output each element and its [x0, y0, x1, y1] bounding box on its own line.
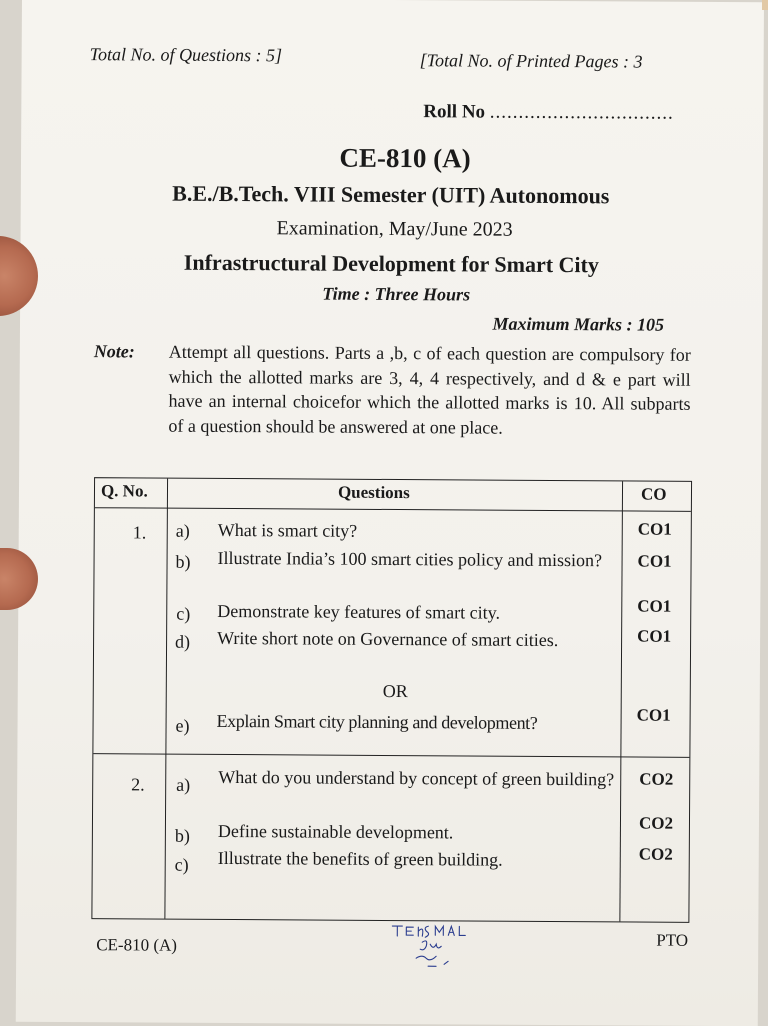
part-letter: e)	[175, 715, 190, 736]
question-text: Demonstrate key features of smart city.	[217, 600, 501, 623]
question-text: Illustrate the benefits of green building.	[217, 847, 503, 870]
exam-paper	[16, 0, 764, 1026]
course-outcome: CO1	[637, 626, 672, 646]
course-outcome: CO2	[638, 813, 674, 833]
paper-code: CE-810 (A)	[339, 142, 471, 174]
part-letter: a)	[176, 774, 191, 795]
question-text: Explain Smart city planning and development?	[216, 710, 538, 733]
course-outcome: CO2	[638, 844, 673, 864]
page-edge	[762, 0, 768, 10]
course-outcome: CO1	[636, 705, 671, 725]
total-questions: Total No. of Questions : 5]	[89, 44, 283, 66]
header-qno: Q. No.	[100, 481, 148, 501]
note-text: Attempt all questions. Parts a ,b, c of each question are compulsory for which the allotted marks are 3, 4, 4 respectively, and d & e part will have an internal choicefor which the allotted marks is 10. All subparts of a question should be answered at one place.	[168, 341, 691, 438]
roll-blank: ................................	[489, 101, 674, 124]
question-text: Illustrate India’s 100 smart cities policy and mission?	[217, 547, 603, 571]
course-outcome: CO1	[637, 551, 672, 571]
roll-label: Roll No	[423, 101, 486, 123]
column-divider	[164, 479, 168, 919]
or-separator: OR	[382, 680, 408, 702]
header-questions: Questions	[337, 482, 410, 503]
question-text: Define sustainable development.	[217, 820, 454, 843]
course-outcome: CO2	[639, 769, 674, 789]
exam-duration: Time : Three Hours	[322, 283, 471, 305]
printed-pages: [Total No. of Printed Pages : 3	[419, 50, 643, 72]
column-divider	[619, 481, 623, 921]
subject-title: Infrastructural Development for Smart City	[183, 249, 599, 278]
part-letter: c)	[174, 854, 189, 875]
question-text: What do you understand by concept of green building?	[218, 766, 615, 790]
question-text: What is smart city?	[217, 519, 358, 541]
part-letter: a)	[175, 520, 190, 541]
row-divider	[93, 753, 689, 758]
handwritten-signature	[388, 922, 498, 975]
roll-number-field	[423, 101, 674, 125]
exam-session: Examination, May/June 2023	[276, 217, 513, 241]
page-turn-over: PTO	[656, 930, 689, 950]
question-number: 2.	[131, 774, 145, 795]
part-letter: b)	[175, 551, 191, 572]
note-label: Note:	[93, 341, 135, 362]
question-table	[91, 477, 692, 923]
part-letter: d)	[175, 631, 191, 652]
question-number: 1.	[132, 522, 147, 543]
course-outcome: CO1	[637, 519, 672, 539]
header-divider	[95, 507, 691, 512]
maximum-marks: Maximum Marks : 105	[492, 313, 665, 335]
part-letter: c)	[176, 603, 191, 624]
part-letter: b)	[174, 825, 190, 846]
course-outcome: CO1	[637, 596, 672, 616]
header-co: CO	[640, 484, 667, 504]
course-title: B.E./B.Tech. VIII Semester (UIT) Autonomous	[172, 180, 610, 209]
question-text: Write short note on Governance of smart cities.	[217, 627, 559, 651]
footer-paper-code: CE-810 (A)	[96, 935, 178, 955]
